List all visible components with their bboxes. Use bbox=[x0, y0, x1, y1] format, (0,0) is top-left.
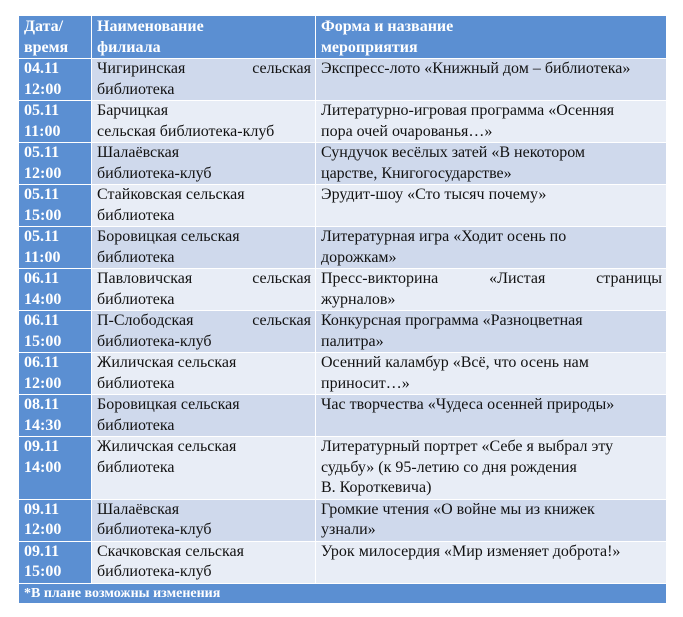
event-cell bbox=[316, 437, 667, 500]
event-date: 09.11 bbox=[24, 500, 60, 518]
header-row bbox=[19, 16, 667, 59]
date-time-cell bbox=[19, 353, 92, 395]
event-title-line: дорожкам» bbox=[321, 248, 397, 266]
event-title-line: Литературный портрет «Себе я выбрал эту bbox=[321, 438, 614, 455]
table-row bbox=[19, 59, 667, 101]
header-date-line2: время bbox=[24, 38, 69, 56]
branch-name-line: библиотека bbox=[97, 458, 175, 476]
branch-name-line: Шалаёвская bbox=[97, 500, 180, 518]
event-cell bbox=[316, 499, 667, 541]
event-title-line: Экспресс-лото «Книжный дом – библиотека» bbox=[321, 60, 631, 77]
branch-name-line: библиотека bbox=[97, 290, 175, 308]
event-date: 09.11 bbox=[24, 542, 60, 560]
event-date: 05.11 bbox=[24, 102, 60, 119]
event-date: 06.11 bbox=[24, 270, 60, 287]
event-date: 04.11 bbox=[24, 60, 60, 77]
event-cell bbox=[316, 101, 667, 143]
event-title-line: Громкие чтения «О войне мы из книжек bbox=[321, 500, 595, 518]
branch-cell bbox=[92, 143, 316, 185]
event-title-line: приносит…» bbox=[321, 374, 410, 392]
branch-cell bbox=[92, 395, 316, 437]
event-time: 11:00 bbox=[24, 122, 61, 140]
event-time: 12:00 bbox=[24, 80, 62, 98]
header-event-line1: Форма и название bbox=[321, 18, 454, 35]
table-row bbox=[19, 541, 667, 583]
branch-name-line: П-Слободская сельская bbox=[97, 312, 311, 329]
event-date: 05.11 bbox=[24, 144, 60, 161]
branch-name-line: Боровицкая сельская bbox=[97, 228, 240, 245]
header-branch bbox=[92, 16, 316, 59]
header-branch-line2: филиала bbox=[97, 38, 161, 56]
branch-name-line: Жиличская сельская bbox=[97, 354, 237, 371]
event-title-line: Осенний каламбур «Всё, что осень нам bbox=[321, 354, 589, 371]
event-time: 15:00 bbox=[24, 206, 62, 224]
date-time-cell bbox=[19, 227, 92, 269]
event-cell bbox=[316, 227, 667, 269]
event-title-line: узнали» bbox=[321, 521, 376, 538]
branch-name-line: библиотека-клуб bbox=[97, 332, 212, 350]
table-row bbox=[19, 185, 667, 227]
events-schedule bbox=[18, 15, 666, 604]
header-branch-line1: Наименование bbox=[97, 18, 204, 35]
event-title-line: журналов» bbox=[321, 290, 396, 308]
event-cell bbox=[316, 353, 667, 395]
event-title-line: Урок милосердия «Мир изменяет доброта!» bbox=[321, 542, 621, 560]
branch-name-line: библиотека bbox=[97, 248, 175, 266]
date-time-cell bbox=[19, 59, 92, 101]
event-title-line: пора очей очарованья…» bbox=[321, 122, 493, 140]
branch-name-line: библиотека bbox=[97, 416, 175, 434]
event-time: 14:30 bbox=[24, 416, 62, 434]
events-table bbox=[18, 15, 667, 604]
branch-name-line: Павловичская сельская bbox=[97, 270, 311, 287]
event-cell bbox=[316, 395, 667, 437]
branch-name-line: библиотека-клуб bbox=[97, 164, 212, 182]
date-time-cell bbox=[19, 395, 92, 437]
branch-name-line: сельская библиотека-клуб bbox=[97, 122, 275, 140]
date-time-cell bbox=[19, 541, 92, 583]
branch-cell bbox=[92, 269, 316, 311]
event-cell bbox=[316, 311, 667, 353]
event-title-line: палитра» bbox=[321, 332, 384, 350]
branch-name-line: Скачковская сельская bbox=[97, 542, 244, 560]
event-date: 06.11 bbox=[24, 354, 60, 371]
header-event-line2: мероприятия bbox=[321, 38, 418, 56]
event-title-line: судьбу» (к 95-летию со дня рождения bbox=[321, 458, 577, 476]
event-cell bbox=[316, 59, 667, 101]
date-time-cell bbox=[19, 499, 92, 541]
event-cell bbox=[316, 269, 667, 311]
footer-note: *В плане возможны изменения bbox=[19, 583, 667, 603]
footer-row bbox=[19, 583, 667, 603]
table-row bbox=[19, 143, 667, 185]
header-event bbox=[316, 16, 667, 59]
branch-cell bbox=[92, 311, 316, 353]
date-time-cell bbox=[19, 269, 92, 311]
table-row bbox=[19, 101, 667, 143]
event-time: 14:00 bbox=[24, 290, 62, 308]
event-date: 09.11 bbox=[24, 438, 60, 455]
event-date: 05.11 bbox=[24, 186, 60, 203]
header-date-time bbox=[19, 16, 92, 59]
event-title-line: Литературная игра «Ходит осень по bbox=[321, 228, 567, 245]
event-time: 15:00 bbox=[24, 563, 62, 580]
event-time: 12:00 bbox=[24, 521, 62, 538]
event-date: 05.11 bbox=[24, 228, 60, 245]
event-date: 06.11 bbox=[24, 312, 60, 329]
branch-cell bbox=[92, 101, 316, 143]
table-row bbox=[19, 353, 667, 395]
branch-name-line: Чигиринская сельская bbox=[97, 60, 311, 77]
branch-name-line: Жиличская сельская bbox=[97, 438, 237, 455]
branch-name-line: библиотека bbox=[97, 206, 175, 224]
event-title-line: Литературно-игровая программа «Осенняя bbox=[321, 102, 615, 119]
table-row bbox=[19, 499, 667, 541]
event-title-line: Час творчества «Чудеса осенней природы» bbox=[321, 396, 615, 413]
branch-cell bbox=[92, 499, 316, 541]
event-time: 12:00 bbox=[24, 164, 62, 182]
event-title-line: Пресс-викторина «Листая страницы bbox=[321, 270, 662, 287]
event-time: 12:00 bbox=[24, 374, 62, 392]
date-time-cell bbox=[19, 437, 92, 500]
date-time-cell bbox=[19, 311, 92, 353]
event-time: 15:00 bbox=[24, 332, 62, 350]
table-row bbox=[19, 437, 667, 500]
branch-cell bbox=[92, 59, 316, 101]
branch-cell bbox=[92, 541, 316, 583]
event-title-line: Сундучок весёлых затей «В некотором bbox=[321, 144, 586, 161]
table-row bbox=[19, 395, 667, 437]
date-time-cell bbox=[19, 101, 92, 143]
table-row bbox=[19, 311, 667, 353]
event-title-line: Эрудит-шоу «Сто тысяч почему» bbox=[321, 186, 547, 203]
branch-cell bbox=[92, 353, 316, 395]
event-title-line: царстве, Книгогосударстве» bbox=[321, 164, 512, 182]
event-cell bbox=[316, 541, 667, 583]
event-title-line: Конкурсная программа «Разноцветная bbox=[321, 312, 583, 329]
table-row bbox=[19, 227, 667, 269]
event-date: 08.11 bbox=[24, 396, 60, 413]
branch-cell bbox=[92, 185, 316, 227]
branch-cell bbox=[92, 227, 316, 269]
date-time-cell bbox=[19, 185, 92, 227]
branch-name-line: библиотека bbox=[97, 374, 175, 392]
branch-name-line: Боровицкая сельская bbox=[97, 396, 240, 413]
header-date-line1: Дата/ bbox=[24, 18, 64, 35]
branch-name-line: библиотека-клуб bbox=[97, 521, 212, 538]
event-cell bbox=[316, 143, 667, 185]
branch-name-line: Барчицкая bbox=[97, 102, 169, 119]
branch-name-line: библиотека-клуб bbox=[97, 563, 212, 580]
branch-name-line: Стайковская сельская bbox=[97, 186, 245, 203]
event-time: 14:00 bbox=[24, 458, 62, 476]
table-row bbox=[19, 269, 667, 311]
event-time: 11:00 bbox=[24, 248, 61, 266]
event-title-line: В. Короткевича) bbox=[321, 479, 432, 496]
branch-cell bbox=[92, 437, 316, 500]
event-cell bbox=[316, 185, 667, 227]
branch-name-line: Шалаёвская bbox=[97, 144, 180, 161]
date-time-cell bbox=[19, 143, 92, 185]
table-body bbox=[19, 59, 667, 584]
branch-name-line: библиотека bbox=[97, 80, 175, 98]
